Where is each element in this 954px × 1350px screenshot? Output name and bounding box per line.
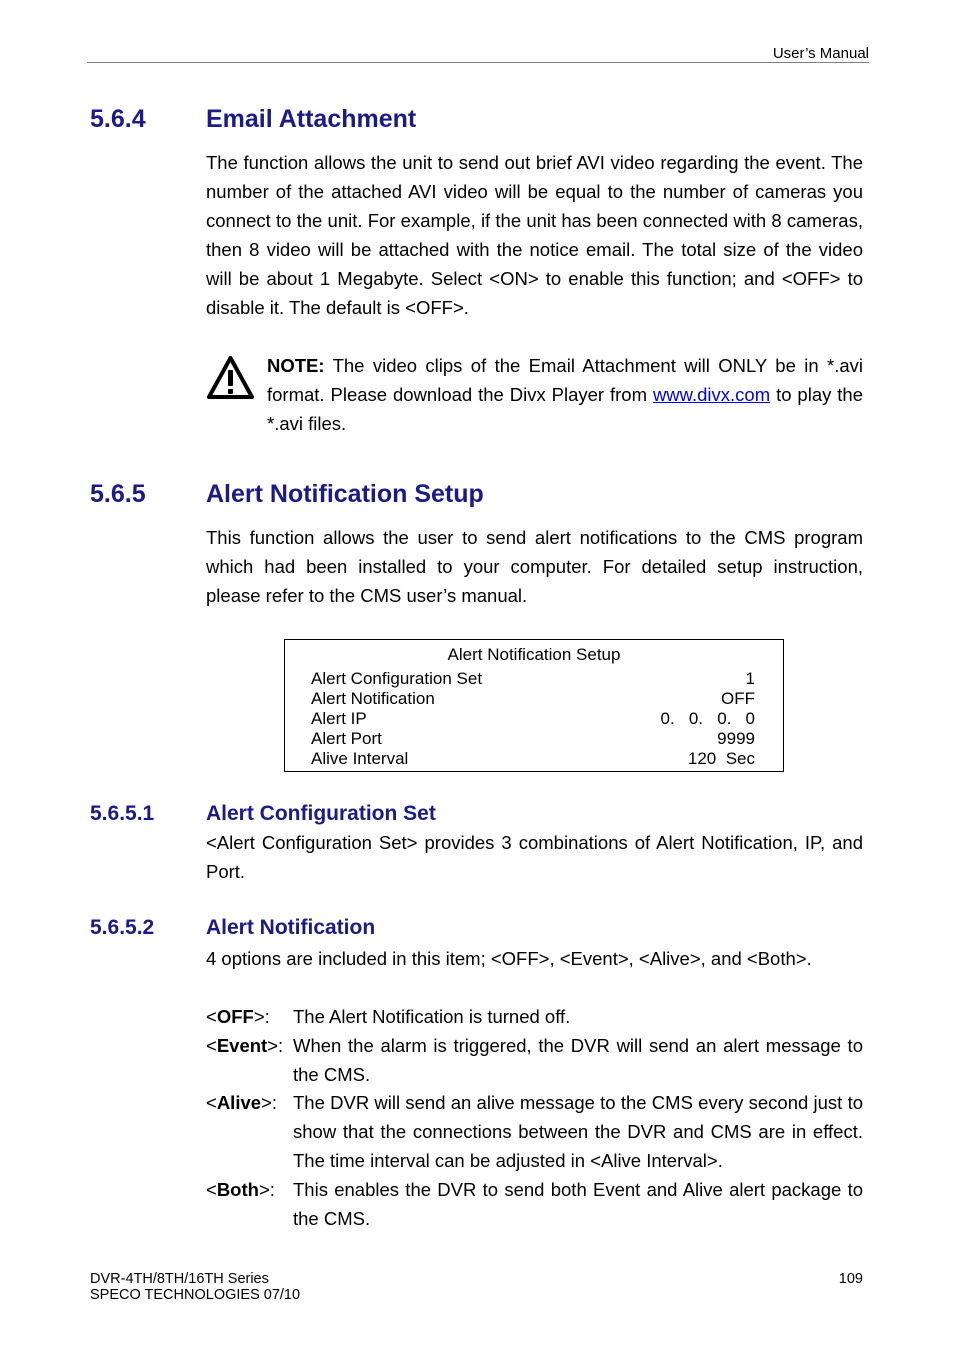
option-description: The DVR will send an alive message to the CMS every second just to show that the connections between the DVR and CMS are in effect. The time interval can be adjusted in <Alive Interval>. [293,1092,863,1171]
section-number: 5.6.4 [90,105,146,133]
subsection-body: <Alert Configuration Set> provides 3 combinations of Alert Notification, IP, and Port. [206,832,863,882]
menu-row [311,709,755,729]
option-key: <Both>: [206,1179,275,1200]
section-title: Alert Notification Setup [206,480,484,508]
menu-row-value: OFF [721,689,755,708]
option-key: <Alive>: [206,1092,277,1113]
footer-company: SPECO TECHNOLOGIES 07/10 [90,1287,301,1303]
menu-row [311,749,755,769]
menu-row-value: 9999 [717,729,755,748]
footer-series: DVR-4TH/8TH/16TH Series [90,1271,269,1287]
divx-link[interactable]: www.divx.com [652,384,771,405]
section-title: Email Attachment [206,105,417,133]
menu-title: Alert Notification Setup [447,645,621,664]
note-text [267,351,863,438]
note-label: NOTE: [267,355,325,376]
menu-row-label: Alert Notification [311,689,435,708]
subsection-number: 5.6.5.2 [90,916,155,939]
subsection-title: Alert Notification [206,916,376,939]
option-description: This enables the DVR to send both Event and Alive alert package to the CMS. [293,1179,863,1229]
alert-notification-menu [284,639,784,772]
menu-row-value: 1 [745,669,755,688]
note-text-before: The video clips of the Email Attachment will ONLY be in *.avi format. Please download the Divx Player from [267,355,863,405]
warning-triangle-icon [206,355,255,401]
menu-row-label: Alert Port [311,729,382,748]
footer [90,1271,300,1303]
menu-row-value: 120 Sec [687,749,755,768]
section-number: 5.6.5 [90,480,146,508]
option-key: <OFF>: [206,1006,270,1027]
menu-row [311,729,755,749]
menu-row-label: Alive Interval [311,749,409,768]
header-rule [87,62,869,63]
subsection-title: Alert Configuration Set [206,802,436,825]
option-key: <Event>: [206,1035,284,1056]
page-number: 109 [838,1271,863,1287]
menu-row-label: Alert Configuration Set [311,669,483,688]
menu-row-label: Alert IP [311,709,367,728]
subsection-number: 5.6.5.1 [90,802,155,825]
running-header: User’s Manual [772,45,869,62]
option-description: When the alarm is triggered, the DVR will send an alert message to the CMS. [293,1035,863,1085]
menu-row [311,669,755,689]
subsection-body: 4 options are included in this item; <OFF>, <Event>, <Alive>, and <Both>. [206,948,812,969]
note-text-after: to play the *.avi files. [267,384,863,434]
section-body: This function allows the user to send alert notifications to the CMS program which had been installed to your computer. For detailed setup instruction, please refer to the CMS user’s manual. [206,527,863,606]
menu-row-value: 0. 0. 0. 0 [660,709,755,728]
option-description: The Alert Notification is turned off. [293,1006,571,1027]
menu-row [311,689,755,709]
section-body: The function allows the unit to send out brief AVI video regarding the event. The number of the attached AVI video will be equal to the number of cameras you connect to the unit. For example, if the unit has been connected with 8 cameras, then 8 video will be attached with the notice email. The total size of the video will be about 1 Megabyte. Select <ON> to enable this function; and <OFF> to disable it. The default is <OFF>. [206,152,863,318]
